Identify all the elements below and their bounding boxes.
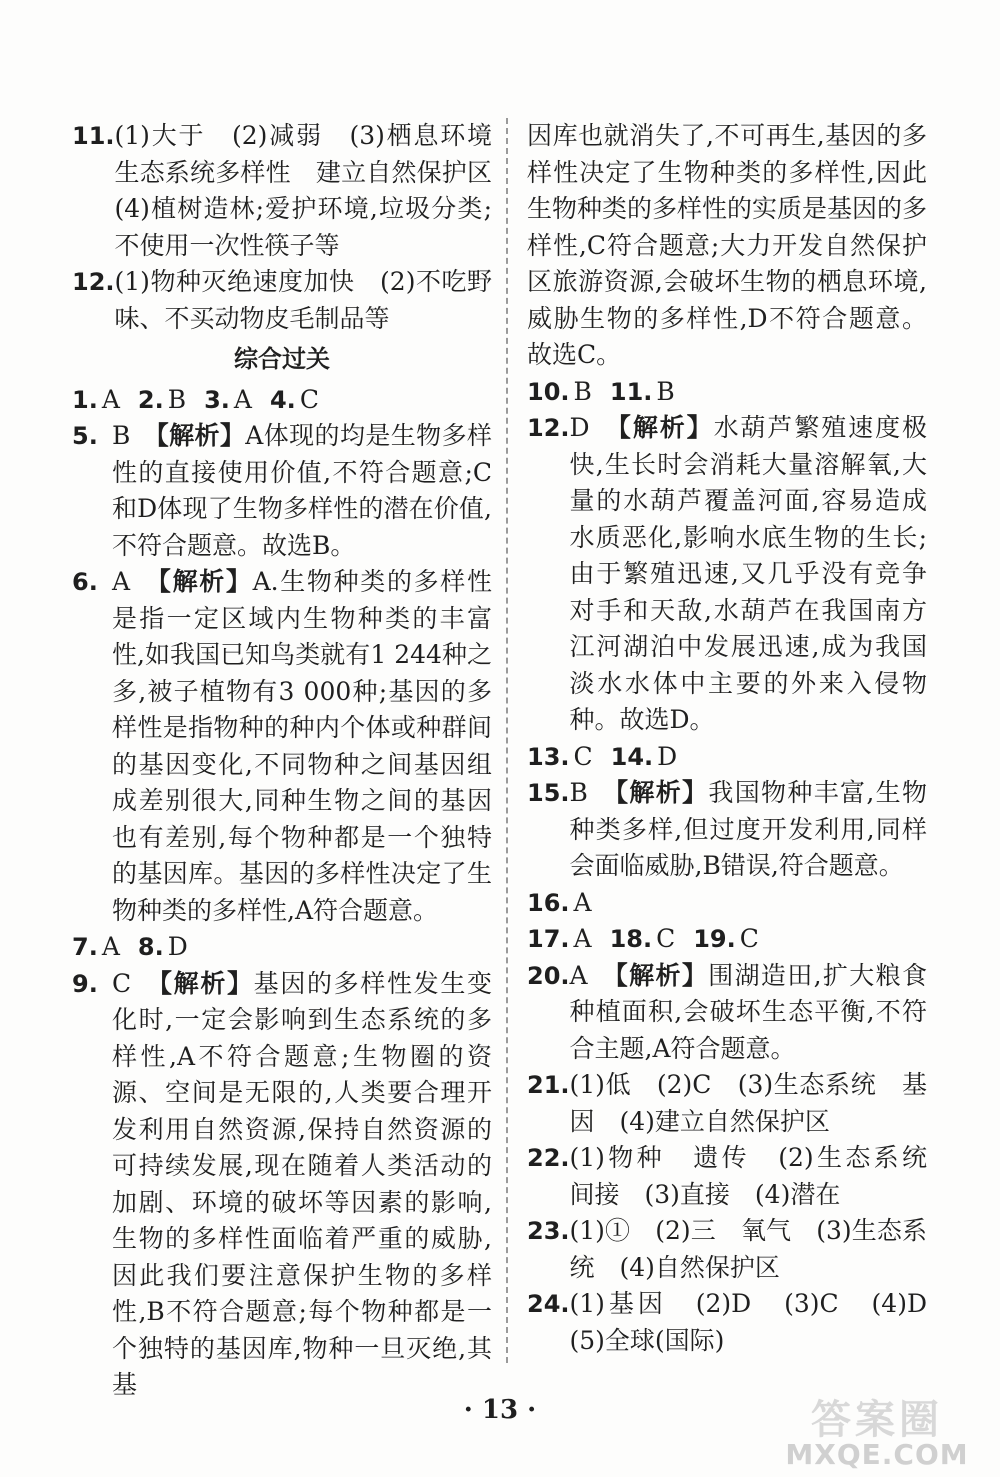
watermark-title: 答案圈 bbox=[811, 1397, 943, 1443]
question-number: 16. bbox=[527, 888, 570, 917]
answer-8 bbox=[138, 929, 188, 966]
answers-1-4 bbox=[72, 382, 492, 419]
analysis-tag: 【解析】 bbox=[158, 567, 253, 596]
question-number: 12. bbox=[72, 268, 115, 296]
answer-4 bbox=[270, 382, 319, 419]
answer-24 bbox=[527, 1286, 953, 1359]
analysis-tag: 【解析】 bbox=[618, 413, 714, 442]
answer-body bbox=[112, 966, 492, 1404]
answer-text: (1)大于 (2)减弱 (3)栖息环境 生态系统多样性 建立自然保护区 (4)植树造林;爱护环境,垃圾分类;不使用一次性筷子等 bbox=[114, 121, 518, 260]
answer-16-row bbox=[527, 885, 927, 922]
answer-choice: B bbox=[573, 376, 592, 406]
answer-body bbox=[570, 775, 927, 885]
analysis-text: 围湖造田,扩大粮食种植面积,会破坏生态平衡,不符合主题,A符合题意。 bbox=[569, 960, 927, 1063]
question-number: 5. bbox=[72, 422, 98, 450]
question-number: 9. bbox=[72, 969, 98, 998]
answer-9-continued: 因库也就消失了,不可再生,基因的多样性决定了生物种类的多样性,因此生物种类的多样性的实质是基因的多样性,C符合题意;大力开发自然保护区旅游资源,会破坏生物的栖息环境,威胁生物的多样性,D不符合题意。故选C。 bbox=[527, 121, 928, 369]
analysis-text: 水葫芦繁殖速度极快,生长时会消耗大量溶解氧,大量的水葫芦覆盖河面,容易造成水质恶化,影响水底生物的生长;由于繁殖迅速,又几乎没有竞争对手和天敌,水葫芦在我国南方江河湖泊中发展迅速,成为我国淡水水体中主要的外来入侵物种。故选D。 bbox=[569, 413, 927, 734]
answer-2 bbox=[138, 382, 186, 419]
answers-13-14 bbox=[527, 739, 927, 776]
answer-choice: A bbox=[112, 567, 131, 596]
watermark-url: MXQE.COM bbox=[785, 1438, 969, 1471]
answer-14 bbox=[611, 739, 678, 776]
right-column bbox=[527, 118, 953, 1359]
answer-choice: C bbox=[656, 924, 676, 953]
answer-1 bbox=[72, 382, 120, 419]
question-number: 4. bbox=[269, 385, 296, 414]
answer-choice: A bbox=[573, 887, 592, 917]
answer-20 bbox=[527, 958, 927, 1068]
answer-choice: D bbox=[167, 932, 188, 961]
question-number: 11. bbox=[609, 377, 653, 406]
analysis-text: 我国物种丰富,生物种类多样,但过度开发利用,同样会面临威胁,B错误,符合题意。 bbox=[569, 778, 927, 880]
question-number: 19. bbox=[693, 925, 736, 953]
left-column bbox=[72, 118, 518, 1404]
question-number: 24. bbox=[527, 1290, 570, 1318]
answer-text: (1)低 (2)C (3)生态系统 基因 (4)建立自然保护区 bbox=[569, 1070, 927, 1136]
answer-choice: C bbox=[112, 968, 132, 998]
answer-5 bbox=[72, 418, 492, 564]
answer-choice: A bbox=[101, 932, 120, 961]
question-number: 10. bbox=[527, 377, 570, 406]
answer-choice: A bbox=[233, 384, 252, 414]
answer-choice: B bbox=[167, 384, 187, 414]
section-title: 综合过关 bbox=[234, 345, 330, 373]
analysis-tag: 【解析】 bbox=[615, 960, 709, 990]
answer-choice: C bbox=[573, 741, 593, 771]
analysis-text: 基因的多样性发生变化时,一定会影响到生态系统的多样性,A不符合题意;生物圈的资源、空间是无限的,人类要合理开发利用自然资源,保持自然资源的可持续发展,现在随着人类活动的加剧、环境的破坏等因素的影响,生物的多样性面临着严重的威胁,因此我们要注意保护生物的多样性,B不符合题意;每个物种都是一个独特的基因库,物种一旦灭绝,其基 bbox=[112, 968, 492, 1399]
answer-choice: B bbox=[656, 376, 675, 406]
question-number: 17. bbox=[527, 925, 570, 953]
answer-choice: C bbox=[299, 384, 319, 414]
answer-12-right bbox=[527, 410, 927, 739]
analysis-tag: 【解析】 bbox=[159, 968, 254, 998]
question-number: 12. bbox=[527, 414, 570, 442]
answer-9 bbox=[72, 966, 492, 1404]
question-number: 15. bbox=[527, 779, 570, 807]
answer-11 bbox=[72, 118, 518, 264]
analysis-tag: 【解析】 bbox=[156, 421, 246, 450]
answer-body bbox=[112, 418, 492, 564]
answer-choice: A bbox=[573, 924, 592, 953]
answer-21 bbox=[527, 1067, 927, 1140]
analysis-tag: 【解析】 bbox=[615, 778, 709, 807]
question-number: 14. bbox=[610, 742, 654, 771]
answer-15 bbox=[527, 775, 927, 885]
answer-text: (1)物种 遗传 (2)生态系统 间接 (3)直接 (4)潜在 bbox=[569, 1143, 953, 1209]
page-number: · 13 · bbox=[463, 1395, 537, 1425]
answer-6 bbox=[72, 564, 492, 929]
question-number: 20. bbox=[527, 961, 570, 990]
question-number: 13. bbox=[527, 742, 570, 771]
question-number: 6. bbox=[72, 568, 98, 596]
answer-choice: A bbox=[101, 384, 120, 414]
question-number: 21. bbox=[527, 1071, 570, 1099]
answer-11 bbox=[610, 374, 675, 411]
answer-16 bbox=[527, 885, 592, 922]
answers-17-19 bbox=[527, 921, 927, 958]
analysis-text: A体现的均是生物多样性的直接使用价值,不符合题意;C和D体现了生物多样性的潜在价值,不符合题意。故选B。 bbox=[112, 421, 492, 560]
answer-choice: A bbox=[569, 960, 588, 990]
column-divider bbox=[506, 118, 508, 1363]
answer-12 bbox=[72, 264, 492, 337]
answer-choice: C bbox=[739, 924, 759, 953]
answer-13 bbox=[527, 739, 593, 776]
question-number: 8. bbox=[137, 933, 164, 961]
answer-19 bbox=[693, 921, 759, 958]
answer-body bbox=[112, 564, 492, 929]
answer-10 bbox=[527, 374, 592, 411]
answer-text: (1)① (2)三 氧气 (3)生态系统 (4)自然保护区 bbox=[569, 1216, 927, 1282]
question-number: 2. bbox=[137, 385, 164, 414]
answer-17 bbox=[527, 921, 592, 958]
answers-7-8 bbox=[72, 929, 492, 966]
answer-choice: D bbox=[657, 741, 678, 771]
answer-18 bbox=[610, 921, 676, 958]
question-number: 7. bbox=[72, 933, 98, 961]
question-number: 22. bbox=[527, 1144, 570, 1172]
analysis-text: A.生物种类的多样性是指一定区域内生物种类的丰富性,如我国已知鸟类就有1 244种之多,被子植物有3 000种;基因的多样性是指物种的种内个体或种群间的基因变化,不同物种之间基因组成差别很大,同种生物之间的基因也有差别,每个物种都是一个独特的基因库。基因的多样性决定了生物种类的多样性,A符合题意。 bbox=[112, 567, 492, 925]
answer-body bbox=[570, 958, 927, 1068]
question-number: 23. bbox=[527, 1217, 570, 1245]
question-number: 18. bbox=[609, 925, 653, 953]
answer-22 bbox=[527, 1140, 953, 1213]
watermark-logo bbox=[772, 1388, 982, 1472]
answer-choice: B bbox=[112, 421, 131, 450]
answer-choice: D bbox=[569, 413, 590, 442]
answer-text: (1)物种灭绝速度加快 (2)不吃野味、不买动物皮毛制品等 bbox=[114, 267, 492, 333]
answer-23 bbox=[527, 1213, 927, 1286]
question-number: 1. bbox=[72, 385, 98, 414]
answer-text: (1)基因 (2)D (3)C (4)D (5)全球(国际) bbox=[569, 1289, 953, 1355]
answer-7 bbox=[72, 929, 120, 966]
answer-3 bbox=[204, 382, 252, 419]
question-number: 3. bbox=[204, 385, 230, 414]
question-number: 11. bbox=[72, 122, 115, 150]
answer-choice: B bbox=[569, 778, 588, 807]
answers-10-11 bbox=[527, 374, 927, 411]
answer-body bbox=[570, 410, 927, 739]
